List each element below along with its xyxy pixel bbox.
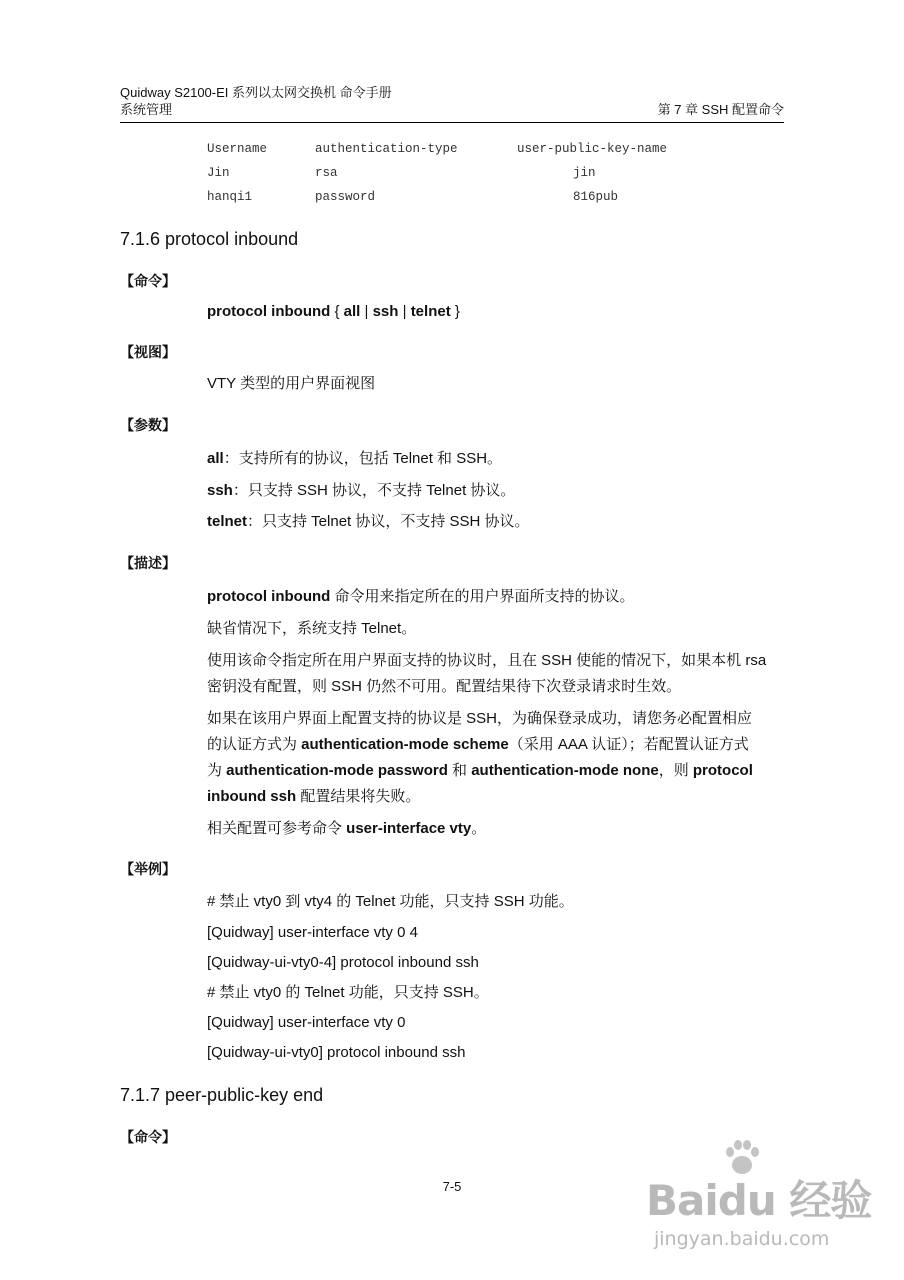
desc-line: 如果在该用户界面上配置支持的协议是 SSH，为确保登录成功，请您务必配置相应 xyxy=(207,710,753,727)
cmd-text: | xyxy=(360,303,373,320)
desc-text: 相关配置可参考命令 xyxy=(207,820,347,837)
command-syntax xyxy=(207,299,787,325)
cmd-keyword: all xyxy=(343,303,361,320)
example-line: [Quidway] user-interface vty 0 xyxy=(207,1014,406,1031)
desc-paragraph-1 xyxy=(207,584,787,610)
label-example: 【举例】 xyxy=(120,861,176,877)
page-number: 7-5 xyxy=(442,1179,462,1194)
cell-auth-type: password xyxy=(315,190,376,204)
desc-paragraph-5 xyxy=(207,816,787,842)
label-command: 【命令】 xyxy=(120,273,176,289)
desc-text: ，则 xyxy=(658,762,693,779)
label-description: 【描述】 xyxy=(120,555,176,571)
watermark-url: jingyan.baidu.com xyxy=(654,1228,830,1250)
desc-text: 。 xyxy=(471,820,487,837)
example-line: [Quidway-ui-vty0] protocol inbound ssh xyxy=(207,1044,466,1061)
desc-text: 为 xyxy=(207,762,227,779)
desc-keyword: authentication-mode password xyxy=(226,762,448,779)
col-public-key-name: user-public-key-name xyxy=(517,142,668,156)
param-keyword: telnet xyxy=(207,513,248,530)
param-desc: ：只支持 Telnet 协议，不支持 SSH 协议。 xyxy=(247,513,530,530)
param-item xyxy=(207,478,787,504)
desc-keyword: protocol inbound xyxy=(207,588,331,605)
cell-username: Jin xyxy=(207,166,230,180)
watermark xyxy=(640,1140,880,1270)
cell-username: hanqi1 xyxy=(207,190,253,204)
desc-keyword: protocol xyxy=(692,762,753,779)
col-username: Username xyxy=(207,142,268,156)
example-line: [Quidway-ui-vty0-4] protocol inbound ssh xyxy=(207,954,479,971)
desc-keyword: inbound ssh xyxy=(207,788,297,805)
label-params: 【参数】 xyxy=(120,417,176,433)
label-command: 【命令】 xyxy=(120,1129,176,1145)
label-view: 【视图】 xyxy=(120,344,176,360)
header-rule xyxy=(120,122,784,123)
header-left: 系统管理 xyxy=(120,102,173,117)
param-keyword: all xyxy=(207,450,224,467)
desc-text: 配置结果将失败。 xyxy=(296,788,421,805)
cmd-keyword: telnet xyxy=(410,303,451,320)
section-title-716: 7.1.6 protocol inbound xyxy=(120,229,299,249)
cmd-keyword: protocol inbound xyxy=(207,303,331,320)
desc-text: 命令用来指定所在的用户界面所支持的协议。 xyxy=(330,588,635,605)
desc-paragraph-2: 缺省情况下，系统支持 Telnet。 xyxy=(207,620,417,637)
manual-title: Quidway S2100-EI 系列以太网交换机 命令手册 xyxy=(120,85,392,100)
header-right: 第 7 章 SSH 配置命令 xyxy=(657,102,784,117)
cell-auth-type: rsa xyxy=(315,166,338,180)
cmd-text: { xyxy=(330,303,344,320)
desc-line xyxy=(207,732,787,758)
desc-paragraph-3 xyxy=(207,648,787,700)
desc-text: 和 xyxy=(447,762,472,779)
cell-key-name: 816pub xyxy=(573,190,619,204)
example-line: [Quidway] user-interface vty 0 4 xyxy=(207,924,418,941)
param-desc: ：支持所有的协议，包括 Telnet 和 SSH。 xyxy=(223,450,503,467)
cmd-keyword: ssh xyxy=(372,303,399,320)
col-authentication-type: authentication-type xyxy=(315,142,458,156)
param-desc: ：只支持 SSH 协议，不支持 Telnet 协议。 xyxy=(232,482,516,499)
example-line: # 禁止 vty0 到 vty4 的 Telnet 功能，只支持 SSH 功能。 xyxy=(207,893,574,910)
desc-line xyxy=(207,758,787,784)
desc-text: （采用 AAA 认证）；若配置认证方式 xyxy=(508,736,749,753)
cmd-text: | xyxy=(398,303,411,320)
page-header xyxy=(120,84,784,118)
desc-line: 使用该命令指定所在用户界面支持的协议时，且在 SSH 使能的情况下，如果本机 rsa xyxy=(207,652,767,669)
desc-text: 的认证方式为 xyxy=(207,736,302,753)
view-text: VTY 类型的用户界面视图 xyxy=(207,375,376,392)
param-keyword: ssh xyxy=(207,482,233,499)
param-item xyxy=(207,509,787,535)
desc-paragraph-4 xyxy=(207,706,787,810)
desc-line: 密钥没有配置，则 SSH 仍然不可用。配置结果待下次登录请求时生效。 xyxy=(207,678,682,695)
desc-keyword: authentication-mode none xyxy=(471,762,659,779)
example-line: # 禁止 vty0 的 Telnet 功能，只支持 SSH。 xyxy=(207,984,489,1001)
section-title-717: 7.1.7 peer-public-key end xyxy=(120,1085,324,1105)
param-item xyxy=(207,446,787,472)
watermark-logo: Baidu 经验 xyxy=(646,1176,872,1225)
desc-keyword: authentication-mode scheme xyxy=(301,736,509,753)
desc-line xyxy=(207,784,787,810)
cmd-text: } xyxy=(450,303,460,320)
cell-key-name: jin xyxy=(573,166,596,180)
desc-keyword: user-interface vty xyxy=(346,820,472,837)
